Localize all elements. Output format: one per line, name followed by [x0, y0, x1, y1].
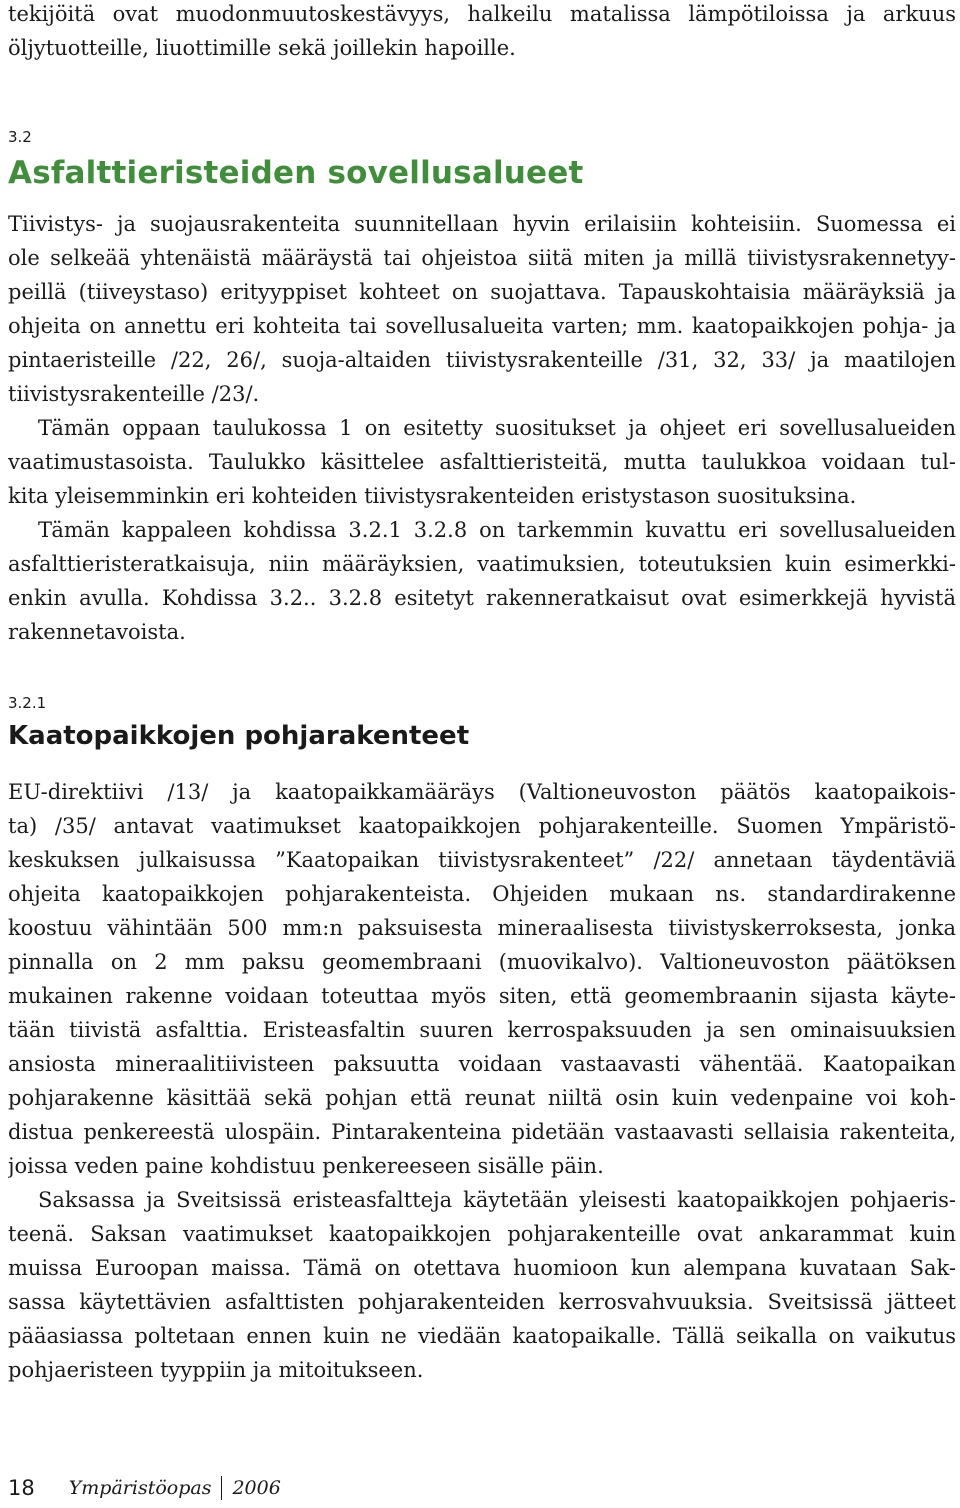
text-line: rakennetavoista. [8, 620, 186, 644]
subsection-number: 3.2.1 [8, 694, 47, 712]
subsection-paragraph-2 [8, 1183, 956, 1387]
text-line: sassa käytettävien asfalttisten pohjarakenteiden kerrosvahvuuksia. Sveitsissä jätteet [8, 1290, 956, 1314]
text-line: Tämän kappaleen kohdissa 3.2.1 3.2.8 on tarkemmin kuvattu eri sovellusalueiden [38, 518, 956, 542]
text-line: ohjeita on annettu eri kohteita tai sovellusalueita varten; mm. kaatopaikkojen pohja- ja [8, 314, 956, 338]
text-line: ta) /35/ antavat vaatimukset kaatopaikkojen pohjarakenteille. Suomen Ympäristö- [8, 814, 956, 838]
text-line: keskuksen julkaisussa ”Kaatopaikan tiivistysrakenteet” /22/ annetaan täydentäviä [8, 848, 956, 872]
text-line: pohjaeristeen tyyppiin ja mitoitukseen. [8, 1358, 424, 1382]
text-line: ohjeita kaatopaikkojen pohjarakenteista. Ohjeiden mukaan ns. standardirakenne [8, 882, 956, 906]
text-line: kita yleisemminkin eri kohteiden tiivistysrakenteiden eristystason suosituksina. [8, 484, 857, 508]
text-line: pintaeristeille /22, 26/, suoja-altaiden tiivistysrakenteille /31, 32, 33/ ja maatilojen [8, 348, 956, 372]
subsection-paragraph-1 [8, 775, 956, 1183]
text-line: pääasiassa poltetaan ennen kuin ne viedään kaatopaikalle. Tällä seikalla on vaikutus [8, 1324, 956, 1348]
text-line: Tiivistys- ja suojausrakenteita suunnitellaan hyvin erilaisiin kohteisiin. Suomessa ei [8, 212, 956, 236]
subsection-title: Kaatopaikkojen pohjarakenteet [8, 721, 470, 751]
text-line: muissa Euroopan maissa. Tämä on otettava huomioon kun alempana kuvataan Sak- [8, 1256, 956, 1280]
document-page [8, 0, 956, 1387]
text-line: teenä. Saksan vaatimukset kaatopaikkojen pohjarakenteille ovat ankarammat kuin [8, 1222, 956, 1246]
text-line: distua penkereestä ulospäin. Pintarakenteina pidetään vastaavasti sellaisia rakenteita, [8, 1120, 956, 1144]
text-line: pinnalla on 2 mm paksu geomembraani (muovikalvo). Valtioneuvoston päätöksen [8, 950, 956, 974]
page-number: 18 [8, 1476, 35, 1500]
text-line: tiivistysrakenteille /23/. [8, 382, 260, 406]
section-paragraph-3 [8, 513, 956, 649]
text-line: tään tiivistä asfalttia. Eristeasfaltin suuren kerrospaksuuden ja sen ominaisuuksien [8, 1018, 956, 1042]
publication-year: 2006 [232, 1477, 281, 1499]
top-paragraph [8, 0, 956, 65]
subsection-3-2-1 [8, 693, 956, 1387]
section-title: Asfalttieristeiden sovellusalueet [8, 155, 584, 191]
text-line: enkin avulla. Kohdissa 3.2.. 3.2.8 esitetyt rakenneratkaisut ovat esimerkkejä hyvistä [8, 586, 956, 610]
footer-divider [221, 1476, 222, 1500]
text-line: Saksassa ja Sveitsissä eristeasfaltteja käytetään yleisesti kaatopaikkojen pohjaeris- [38, 1188, 956, 1212]
text-line: tekijöitä ovat muodonmuutoskestävyys, halkeilu matalissa lämpötiloissa ja arkuus [8, 2, 956, 26]
section-number: 3.2 [8, 128, 32, 146]
section-paragraph-2 [8, 411, 956, 513]
text-line: ansiosta mineraalitiivisteen paksuutta voidaan vastaavasti vähentää. Kaatopaikan [8, 1052, 956, 1076]
text-line: koostuu vähintään 500 mm:n paksuisesta mineraalisesta tiivistyskerroksesta, jonka [8, 916, 956, 940]
text-line: peillä (tiiveystaso) erityyppiset kohteet on suojattava. Tapauskohtaisia määräyksiä ja [8, 280, 956, 304]
text-line: mukainen rakenne voidaan toteuttaa myös siten, että geomembraanin sijasta käyte- [8, 984, 956, 1008]
text-line: pohjarakenne käsittää sekä pohjan että reunat niiltä osin kuin vedenpaine voi koh- [8, 1086, 956, 1110]
text-line: öljytuotteille, liuottimille sekä joillekin hapoille. [8, 36, 516, 60]
publication-name: Ympäristöopas [68, 1477, 212, 1499]
text-line: asfalttieristeratkaisuja, niin määräyksien, vaatimuksien, toteutuksien kuin esimerkki- [8, 552, 956, 576]
section-paragraph-1 [8, 207, 956, 411]
text-line: ole selkeää yhtenäistä määräystä tai ohjeistoa siitä miten ja millä tiivistysrakennetyy- [8, 246, 956, 270]
text-line: EU-direktiivi /13/ ja kaatopaikkamääräys (Valtioneuvoston päätös kaatopaikois- [8, 780, 956, 804]
text-line: vaatimustasoista. Taulukko käsittelee asfalttieristeitä, mutta taulukkoa voidaan tul- [8, 450, 956, 474]
section-3-2 [8, 127, 956, 649]
text-line: Tämän oppaan taulukossa 1 on esitetty suositukset ja ohjeet eri sovellusalueiden [38, 416, 956, 440]
page-footer [8, 1476, 281, 1500]
text-line: joissa veden paine kohdistuu penkereeseen sisälle päin. [8, 1154, 604, 1178]
